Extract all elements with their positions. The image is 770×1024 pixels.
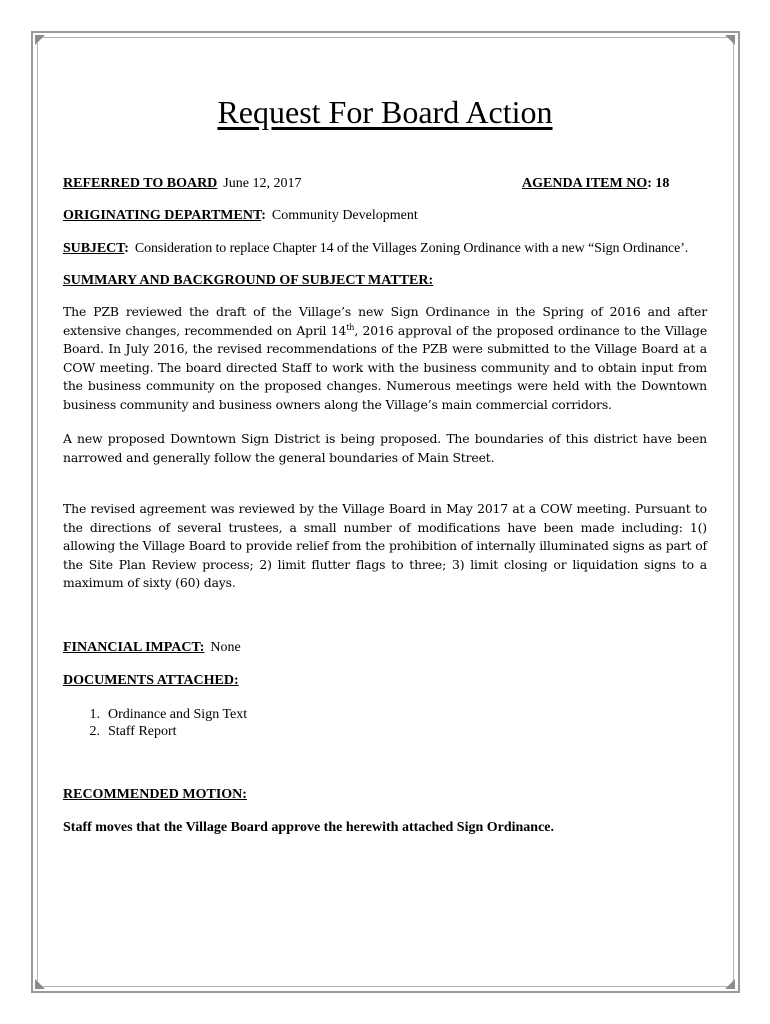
referred-to-board-line: [63, 176, 301, 192]
department-label: ORIGINATING DEPARTMENT: [63, 208, 262, 223]
list-item-text: Staff Report: [108, 724, 177, 739]
recommended-motion-text: Staff moves that the Village Board approve the herewith attached Sign Ordinance.: [63, 820, 555, 835]
corner-ornament-top-left: [33, 33, 47, 47]
list-item: [63, 706, 247, 723]
financial-label: FINANCIAL IMPACT:: [63, 640, 205, 655]
paragraph-1-part-2: , 2016 approval of the proposed ordinance to the Village Board. In July 2016, the revised recommendations of the PZB were submitted to the Village Board at a COW meeting. The board directed Staff to work with the business community and to obtain input from the business community on the proposed changes. Numerous meetings were held with the Downtown business community and business owners along the Village’s main commercial corridors.: [63, 322, 707, 412]
department-colon: :: [261, 208, 266, 223]
recommended-motion-heading: [63, 787, 247, 803]
corner-ornament-top-right: [723, 33, 737, 47]
referred-label: REFERRED TO BOARD: [63, 176, 218, 191]
documents-list: [63, 706, 247, 740]
summary-heading: [63, 273, 433, 289]
subject-label: SUBJECT: [63, 241, 125, 256]
summary-paragraph-1: [63, 303, 707, 415]
agenda-label: AGENDA ITEM NO: [522, 176, 648, 191]
originating-department-line: [63, 208, 418, 224]
list-item-number: 2.: [89, 724, 100, 739]
department-value: Community Development: [271, 208, 418, 223]
corner-ornament-bottom-left: [33, 977, 47, 991]
paragraph-1-part-1: The PZB reviewed the draft of the Village’s new Sign Ordinance in the Spring of 2016 and after extensive changes, recommended on April 14: [63, 304, 707, 338]
corner-ornament-bottom-right: [723, 977, 737, 991]
paragraph-1-superscript: th: [346, 322, 355, 332]
motion-heading-text: RECOMMENDED MOTION:: [63, 787, 247, 802]
documents-attached-heading: [63, 673, 239, 689]
subject-colon: :: [124, 241, 129, 256]
document-title: Request For Board Action: [217, 94, 553, 130]
documents-heading-text: DOCUMENTS ATTACHED:: [63, 673, 239, 688]
referred-date: June 12, 2017: [223, 176, 302, 191]
financial-value: None: [210, 640, 241, 655]
list-item: [63, 723, 247, 740]
list-item-text: Ordinance and Sign Text: [108, 707, 248, 722]
list-item-number: 1.: [89, 707, 100, 722]
financial-impact-line: [63, 640, 241, 656]
summary-paragraph-3: The revised agreement was reviewed by the Village Board in May 2017 at a COW meeting. Pursuant to the directions of several trustees, a small number of modifications have been made including: 1() allowing the Village Board to provide relief from the prohibition of internally illuminated signs as part of the Site Plan Review process; 2) limit flutter flags to three; 3) limit closing or liquidation signs to a maximum of sixty (60) days.: [63, 501, 707, 591]
agenda-item-line: [522, 176, 669, 192]
summary-heading-text: SUMMARY AND BACKGROUND OF SUBJECT MATTER:: [63, 273, 434, 288]
agenda-colon: :: [647, 176, 652, 191]
subject-line: [63, 241, 688, 257]
summary-paragraph-2: A new proposed Downtown Sign District is being proposed. The boundaries of this district have been narrowed and generally follow the general boundaries of Main Street.: [63, 431, 707, 465]
agenda-number: 18: [655, 176, 670, 191]
subject-value: Consideration to replace Chapter 14 of the Villages Zoning Ordinance with a new “Sign Ordinance’.: [134, 241, 689, 256]
